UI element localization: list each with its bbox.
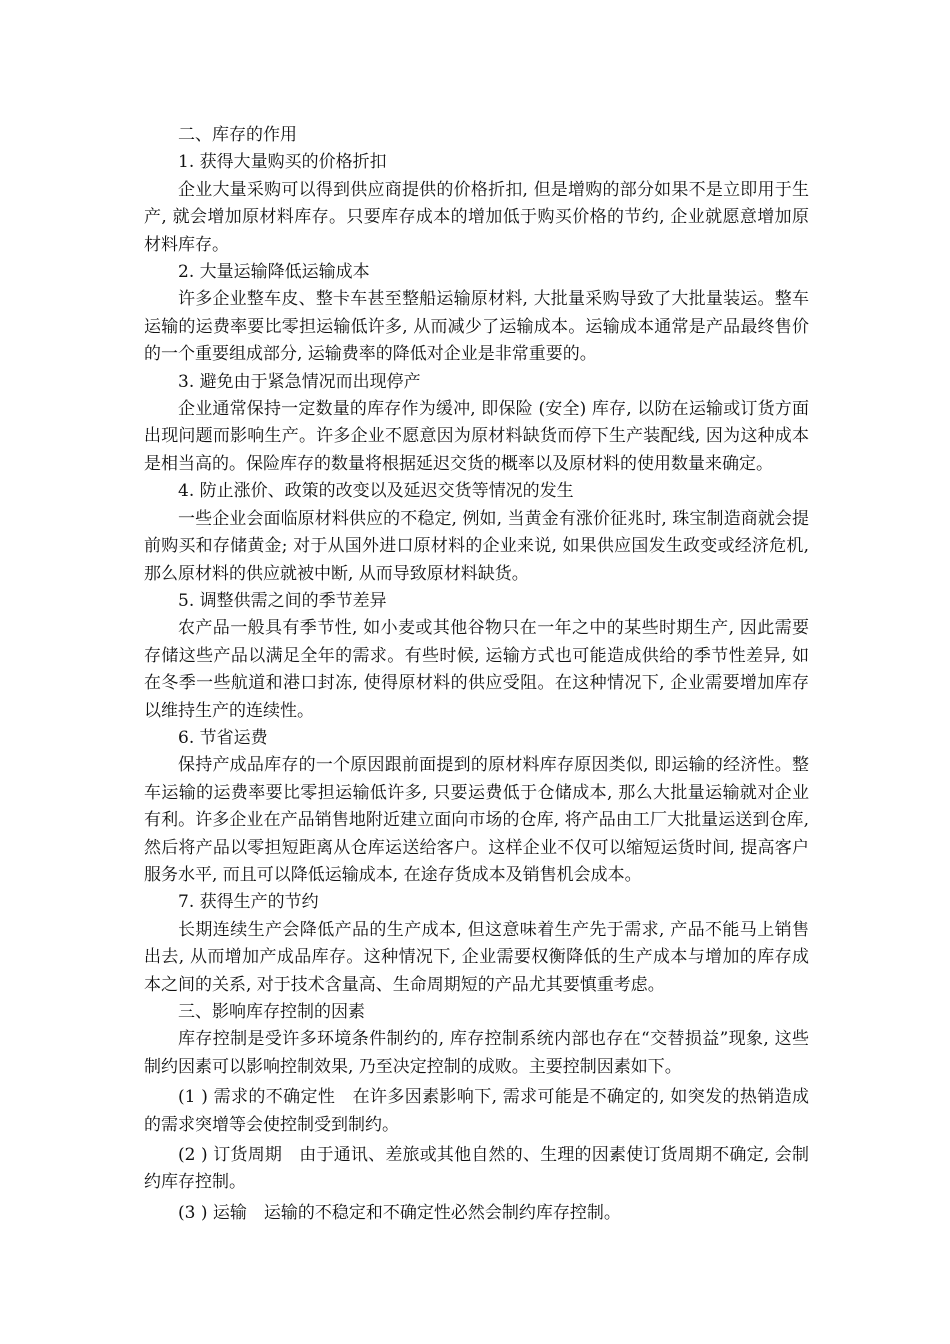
item-title: 4. 防止涨价、政策的改变以及延迟交货等情况的发生	[178, 481, 574, 502]
item-title: 1. 获得大量购买的价格折扣	[178, 152, 387, 173]
item-title: 3. 避免由于紧急情况而出现停产	[178, 371, 421, 392]
paragraph: 库存控制是受许多环境条件制约的, 库存控制系统内部也存在“交替损益”现象, 这些制约因素可以影响控制效果, 乃至决定控制的成败。主要控制因素如下。	[144, 1029, 809, 1077]
item-title: 2. 大量运输降低运输成本	[178, 262, 370, 283]
section-heading: 三、影响库存控制的因素	[178, 1002, 365, 1022]
item-title: 6. 节省运费	[178, 727, 268, 748]
paragraph: 保持产成品库存的一个原因跟前面提到的原材料库存原因类似, 即运输的经济性。整车运输的运费率要比零担运输低许多, 只要运费低于仓储成本, 那么大批量运输就对企业有利。许多企业在产品销售地附近建立面向市场的仓库, 将产品由工厂大批量运送到仓库, 然后将产品以零担短距离从仓库运送给客户。这样企业不仅可以缩短运货时间, 提高客户服务水平, 而且可以降低运输成本, 在途存货成本及销售机会成本。	[144, 755, 809, 885]
factor-item: (1 ) 需求的不确定性 在许多因素影响下, 需求可能是不确定的, 如突发的热销造成的需求突增等会使控制受到制约。	[144, 1087, 809, 1135]
factor-item: (3 ) 运输 运输的不稳定和不确定性必然会制约库存控制。	[178, 1202, 621, 1223]
paragraph: 许多企业整车皮、整卡车甚至整船运输原材料, 大批量采购导致了大批量装运。整车运输的运费率要比零担运输低许多, 从而减少了运输成本。运输成本通常是产品最终售价的一个重要组成部分, 运输费率的降低对企业是非常重要的。	[144, 289, 809, 365]
factor-item: (2 ) 订货周期 由于通讯、差旅或其他自然的、生理的因素使订货周期不确定, 会制约库存控制。	[144, 1145, 809, 1193]
section-heading: 二、库存的作用	[178, 125, 297, 145]
paragraph: 企业通常保持一定数量的库存作为缓冲, 即保险 (安全) 库存, 以防在运输或订货方面出现问题而影响生产。许多企业不愿意因为原材料缺货而停下生产装配线, 因为这种成本是相当高的。保险库存的数量将根据延迟交货的概率以及原材料的使用数量来确定。	[144, 399, 809, 474]
paragraph: 一些企业会面临原材料供应的不稳定, 例如, 当黄金有涨价征兆时, 珠宝制造商就会提前购买和存储黄金; 对于从国外进口原材料的企业来说, 如果供应国发生政变或经济危机, 那么原材料的供应就被中断, 从而导致原材料缺货。	[144, 508, 809, 584]
paragraph: 农产品一般具有季节性, 如小麦或其他谷物只在一年之中的某些时期生产, 因此需要存储这些产品以满足全年的需求。有些时候, 运输方式也可能造成供给的季节性差异, 如在冬季一些航道和港口封冻, 使得原材料的供应受阻。在这种情况下, 企业需要增加库存以维持生产的连续性。	[144, 618, 809, 721]
document-body	[144, 122, 809, 1227]
item-title: 5. 调整供需之间的季节差异	[178, 590, 387, 611]
item-title: 7. 获得生产的节约	[178, 892, 319, 913]
paragraph: 长期连续生产会降低产品的生产成本, 但这意味着生产先于需求, 产品不能马上销售出去, 从而增加产成品库存。这种情况下, 企业需要权衡降低的生产成本与增加的库存成本之间的关系, 对于技术含量高、生命周期短的产品尤其要慎重考虑。	[144, 919, 809, 995]
paragraph: 企业大量采购可以得到供应商提供的价格折扣, 但是增购的部分如果不是立即用于生产, 就会增加原材料库存。只要库存成本的增加低于购买价格的节约, 企业就愿意增加原材料库存。	[144, 179, 809, 255]
